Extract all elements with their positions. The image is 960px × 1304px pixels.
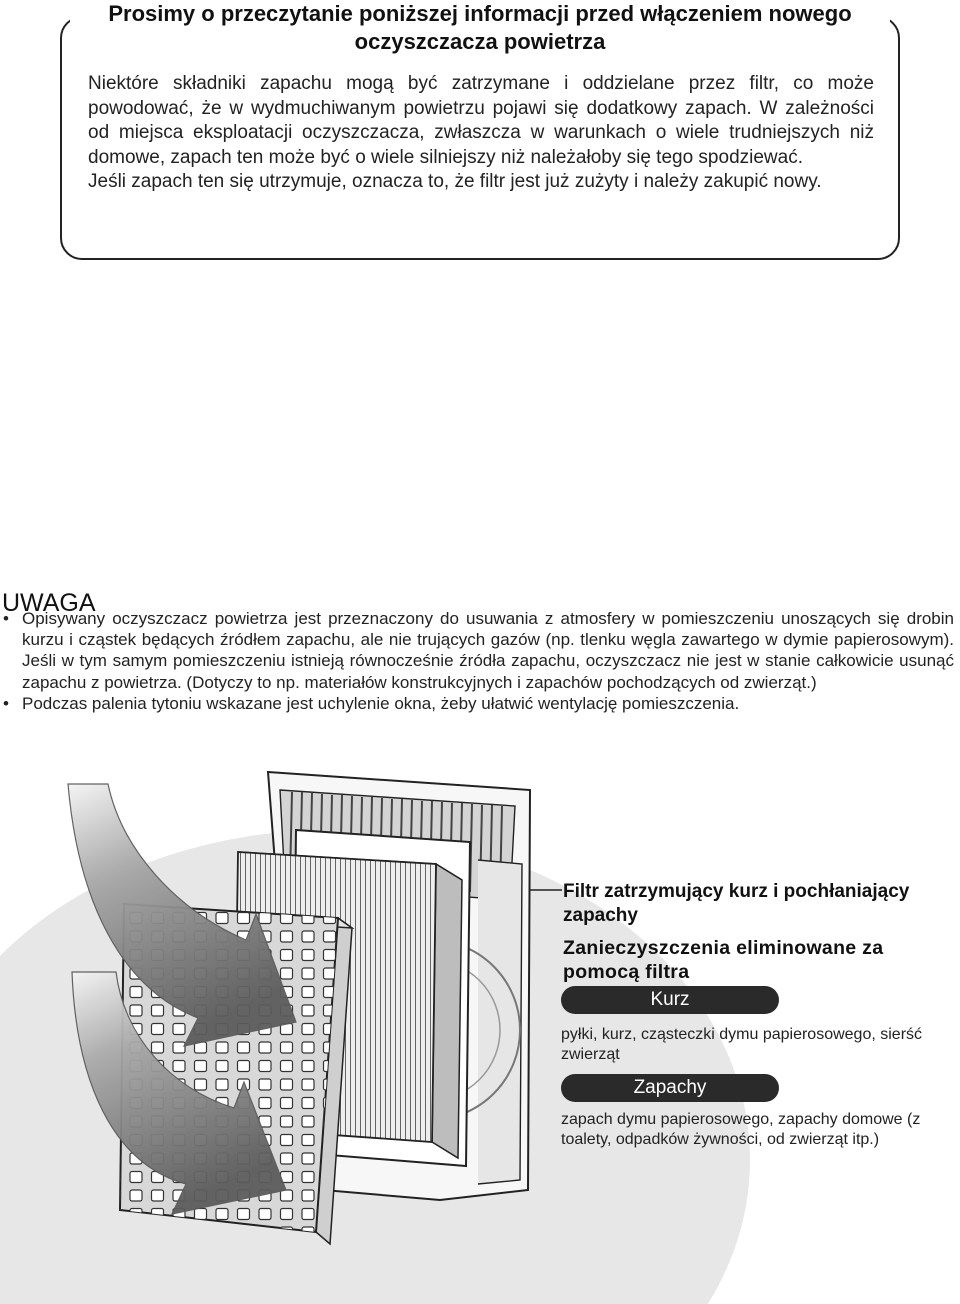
odor-label-pill: Zapachy [561,1074,779,1102]
filter-caption-title: Filtr zatrzymujący kurz i pochłaniający zapachy [563,881,910,926]
notice-paragraph-2: Jeśli zapach ten się utrzymuje, oznacza to, że filtr jest już zużyty i należy zakupić nowy. [88,171,822,192]
uwaga-heading: UWAGA [2,588,96,617]
uwaga-item-2: • Podczas palenia tytoniu wskazane jest uchylenie okna, żeby ułatwić wentylację pomieszczenia. [2,693,954,714]
notice-paragraph-1: Niektóre składniki zapachu mogą być zatrzymane i oddzielane przez filtr, co może powodować, że w wydmuchiwanym powietrzu pojawi się dodatkowy zapach. W zależności od miejsca eksploatacji oczyszczacza, zwłaszcza w warunkach o wiele trudniejszych niż domowe, zapach ten może być o wiele silniejszy niż należałoby się tego spodziewać. [88,73,874,168]
odor-description: zapach dymu papierosowego, zapachy domowe (z toalety, odpadków żywności, od zwierząt itp.) [561,1111,921,1148]
uwaga-list [2,608,954,714]
eliminated-caption-title: Zanieczyszczenia eliminowane za pomocą filtra [563,937,884,983]
uwaga-item-1: • Opisywany oczyszczacz powietrza jest przeznaczony do usuwania z atmosfery w pomieszczeniu unoszących się drobin kurzu i cząstek będących źródłem zapachu, ale nie trujących gazów (np. tlenku węgla zawartego w dymie papierosowym). Jeśli w tym samym pomieszczeniu istnieją równocześnie źródła zapachu, oczyszczacz nie jest w stanie całkowicie usunąć zapachu z powietrza. (Dotyczy to np. materiałów konstrukcyjnych i zapachów pochodzących od zwierząt.) [2,608,954,693]
dust-label-pill: Kurz [561,986,779,1014]
dust-description: pyłki, kurz, cząsteczki dymu papierosowego, sierść zwierząt [561,1026,923,1063]
notice-title: Prosimy o przeczytanie poniższej informacji przed włączeniem nowego oczyszczacza powietrza [70,0,890,56]
notice-body [88,72,874,195]
